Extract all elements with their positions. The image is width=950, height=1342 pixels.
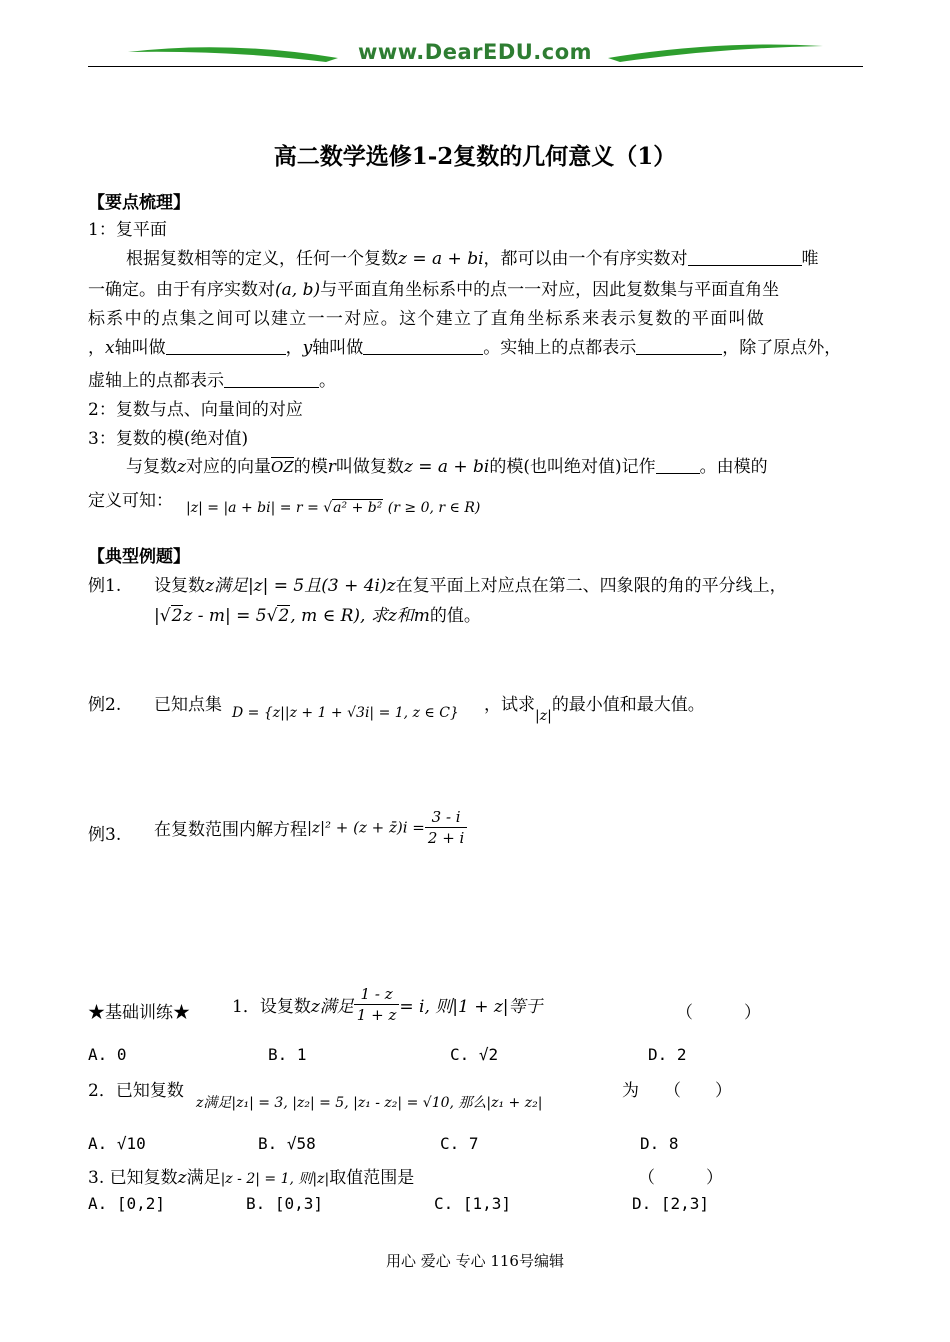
example3-label: 例3. [88, 825, 122, 845]
item1-heading: 1：复平面 [88, 220, 167, 240]
training-q1-paren: （ ） [676, 1003, 761, 1023]
training-q2-tail: 为 [622, 1081, 639, 1101]
example1-line2: |√2z - m| = 5√2, m ∈ R), 求z和m的值。 [154, 606, 481, 626]
example2-label: 例2. [88, 695, 122, 715]
item3-heading: 3：复数的模(绝对值) [88, 429, 249, 449]
q1-option-a: A. 0 [88, 1045, 127, 1064]
example2-tail: ，试求$_{|z|}$的最小值和最大值。 [484, 695, 705, 724]
blank-6 [656, 457, 700, 474]
para1-line4: ，x轴叫做 ，y轴叫做 。实轴上的点都表示 ，除了原点外， [88, 338, 842, 358]
item2-heading: 2：复数与点、向量间的对应 [88, 400, 303, 420]
training-heading: ★基础训练★ [88, 1003, 190, 1023]
example2-line: 已知点集 [154, 695, 222, 715]
q3-option-b: B. [0,3] [246, 1194, 324, 1213]
para1-line2: 一确定。由于有序实数对(a, b)与平面直角坐标系中的点一一对应，因此复数集与平面直角坐 [88, 280, 780, 300]
example1-label: 例1. [88, 576, 122, 596]
site-logo-text: www.DearEDU.com [357, 40, 593, 64]
example3-fraction: $\frac{3 - i}{2 + i}$ [425, 808, 467, 847]
training-q3-paren: （ ） [638, 1168, 723, 1188]
blank-1 [688, 249, 802, 266]
q1-option-c: C. √2 [450, 1045, 499, 1064]
example1-line1: 设复数z满足|z| = 5且(3 + 4i)z在复平面上对应点在第二、四象限的角的平分线上， [154, 576, 787, 596]
training-q2-paren: （ ） [664, 1081, 732, 1101]
blank-4 [636, 338, 722, 355]
q3-option-a: A. [0,2] [88, 1194, 166, 1213]
q1-option-d: D. 2 [648, 1045, 687, 1064]
example2-set-formula: D = {z||z + 1 + √3i| = 1, z ∈ C} [232, 705, 459, 721]
q1-fraction: $\frac{1 - z}{1 + z}$ [354, 985, 400, 1024]
training-q2-formula: z满足|z₁| = 3, |z₂| = 5, |z₁ - z₂| = √10, 那么|z₁ + z₂| [196, 1095, 543, 1111]
section-heading-examples: 【典型例题】 [88, 547, 190, 567]
para1-line1: 根据复数相等的定义，任何一个复数z = a + bi，都可以由一个有序实数对 唯 [126, 249, 819, 269]
para3-line2: 定义可知： [88, 491, 173, 511]
page-title: 高二数学选修1-2复数的几何意义（1） [273, 143, 677, 170]
para1-line5: 虚轴上的点都表示 。 [88, 371, 336, 391]
page-footer: 用心 爱心 专心 116号编辑 [386, 1252, 564, 1270]
vector-oz: OZ [270, 458, 294, 476]
para3-line1: 与复数z对应的向量OZ的模r叫做复数z = a + bi的模(也叫绝对值)记作 。由模的 [126, 457, 768, 477]
modulus-formula: |z| = |a + bi| = r = √a² + b² (r ≥ 0, r ∈ R) [186, 500, 481, 516]
para1-line3: 标系中的点集之间可以建立一一对应。这个建立了直角坐标系来表示复数的平面叫做 [88, 309, 766, 329]
q3-option-d: D. [2,3] [632, 1194, 710, 1213]
header-rule [88, 66, 863, 67]
training-q1-stem: 1．设复数z满足 $\frac{1 - z}{1 + z}$ = i, 则|1 + z|等于 [232, 985, 543, 1024]
training-q3-stem: 3. 已知复数z满足|z - 2| = 1, 则|z|取值范围是 [88, 1168, 415, 1188]
q2-option-b: B. √58 [258, 1134, 316, 1153]
q2-option-d: D. 8 [640, 1134, 679, 1153]
q2-option-c: C. 7 [440, 1134, 479, 1153]
section-heading-points: 【要点梳理】 [88, 193, 190, 213]
training-q2-label: 2．已知复数 [88, 1081, 184, 1101]
blank-5 [224, 371, 319, 388]
q2-option-a: A. √10 [88, 1134, 146, 1153]
example3-line: 在复数范围内解方程|z|² + (z + z̄)i = $\frac{3 - i}{2 + i}$ [154, 808, 467, 847]
q1-option-b: B. 1 [268, 1045, 307, 1064]
blank-3 [363, 338, 483, 355]
q3-option-c: C. [1,3] [434, 1194, 512, 1213]
blank-2 [166, 338, 286, 355]
